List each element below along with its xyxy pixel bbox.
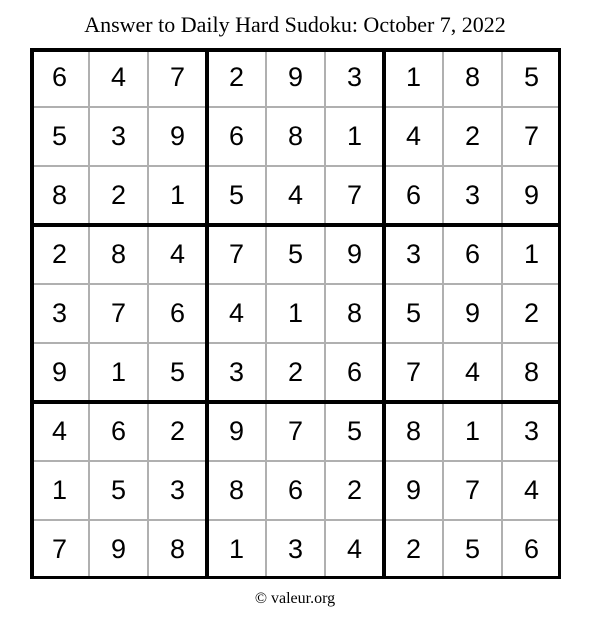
sudoku-cell-r5-c1: 3 bbox=[51, 298, 68, 328]
sudoku-cell-r2-c5: 8 bbox=[287, 121, 304, 151]
sudoku-cell-r3-c1: 8 bbox=[51, 180, 68, 210]
cell-border-line bbox=[501, 48, 503, 579]
sudoku-cell-r4-c4: 7 bbox=[228, 239, 245, 269]
sudoku-cell-r8-c6: 2 bbox=[346, 475, 363, 505]
sudoku-cell-r5-c9: 2 bbox=[523, 298, 540, 328]
sudoku-cell-r5-c5: 1 bbox=[287, 298, 304, 328]
sudoku-cell-r1-c6: 3 bbox=[346, 62, 363, 92]
sudoku-cell-r1-c3: 7 bbox=[169, 62, 186, 92]
sudoku-cell-r7-c1: 4 bbox=[51, 416, 68, 446]
sudoku-cell-r5-c8: 9 bbox=[464, 298, 481, 328]
sudoku-cell-r3-c7: 6 bbox=[405, 180, 422, 210]
sudoku-cell-r8-c7: 9 bbox=[405, 475, 422, 505]
sudoku-cell-r4-c9: 1 bbox=[523, 239, 540, 269]
cell-border-line bbox=[265, 48, 267, 579]
sudoku-cell-r9-c7: 2 bbox=[405, 534, 422, 564]
sudoku-cell-r4-c6: 9 bbox=[346, 239, 363, 269]
sudoku-cell-r2-c1: 5 bbox=[51, 121, 68, 151]
sudoku-cell-r9-c6: 4 bbox=[346, 534, 363, 564]
sudoku-cell-r7-c5: 7 bbox=[287, 416, 304, 446]
box-border-line bbox=[30, 223, 561, 227]
box-border-line bbox=[382, 48, 386, 579]
sudoku-cell-r6-c3: 5 bbox=[169, 357, 186, 387]
sudoku-cell-r4-c8: 6 bbox=[464, 239, 481, 269]
sudoku-cell-r8-c9: 4 bbox=[523, 475, 540, 505]
sudoku-cell-r8-c5: 6 bbox=[287, 475, 304, 505]
box-border-line bbox=[205, 48, 209, 579]
sudoku-cell-r6-c9: 8 bbox=[523, 357, 540, 387]
box-border-line bbox=[30, 48, 561, 52]
sudoku-cell-r7-c3: 2 bbox=[169, 416, 186, 446]
sudoku-cell-r6-c4: 3 bbox=[228, 357, 245, 387]
sudoku-cell-r4-c5: 5 bbox=[287, 239, 304, 269]
sudoku-cell-r2-c6: 1 bbox=[346, 121, 363, 151]
box-border-line bbox=[30, 48, 34, 579]
sudoku-cell-r1-c2: 4 bbox=[110, 62, 127, 92]
sudoku-cell-r5-c4: 4 bbox=[228, 298, 245, 328]
sudoku-cell-r8-c2: 5 bbox=[110, 475, 127, 505]
sudoku-cell-r1-c4: 2 bbox=[228, 62, 245, 92]
sudoku-cell-r2-c7: 4 bbox=[405, 121, 422, 151]
sudoku-cell-r9-c4: 1 bbox=[228, 534, 245, 564]
sudoku-cell-r1-c7: 1 bbox=[405, 62, 422, 92]
cell-border-line bbox=[147, 48, 149, 579]
sudoku-cell-r4-c1: 2 bbox=[51, 239, 68, 269]
sudoku-grid bbox=[30, 48, 561, 579]
sudoku-cell-r5-c2: 7 bbox=[110, 298, 127, 328]
sudoku-cell-r6-c5: 2 bbox=[287, 357, 304, 387]
sudoku-cell-r3-c4: 5 bbox=[228, 180, 245, 210]
sudoku-cell-r9-c5: 3 bbox=[287, 534, 304, 564]
sudoku-cell-r7-c4: 9 bbox=[228, 416, 245, 446]
sudoku-cell-r5-c3: 6 bbox=[169, 298, 186, 328]
sudoku-cell-r4-c7: 3 bbox=[405, 239, 422, 269]
sudoku-cell-r1-c5: 9 bbox=[287, 62, 304, 92]
puzzle-title: Answer to Daily Hard Sudoku: October 7, 2022 bbox=[84, 12, 506, 37]
sudoku-cell-r8-c3: 3 bbox=[169, 475, 186, 505]
sudoku-cell-r3-c9: 9 bbox=[523, 180, 540, 210]
sudoku-cell-r4-c3: 4 bbox=[169, 239, 186, 269]
sudoku-cell-r4-c2: 8 bbox=[110, 239, 127, 269]
sudoku-cell-r8-c1: 1 bbox=[51, 475, 68, 505]
box-border-line bbox=[30, 576, 561, 580]
sudoku-cell-r9-c9: 6 bbox=[523, 534, 540, 564]
sudoku-cell-r1-c1: 6 bbox=[51, 62, 68, 92]
sudoku-cell-r8-c8: 7 bbox=[464, 475, 481, 505]
sudoku-cell-r2-c4: 6 bbox=[228, 121, 245, 151]
sudoku-cell-r9-c8: 5 bbox=[464, 534, 481, 564]
sudoku-cell-r9-c1: 7 bbox=[51, 534, 68, 564]
sudoku-cell-r7-c7: 8 bbox=[405, 416, 422, 446]
sudoku-cell-r7-c8: 1 bbox=[464, 416, 481, 446]
cell-border-line bbox=[30, 106, 561, 108]
sudoku-cell-r8-c4: 8 bbox=[228, 475, 245, 505]
sudoku-cell-r1-c8: 8 bbox=[464, 62, 481, 92]
sudoku-cell-r9-c3: 8 bbox=[169, 534, 186, 564]
sudoku-cell-r6-c8: 4 bbox=[464, 357, 481, 387]
cell-border-line bbox=[30, 283, 561, 285]
cell-border-line bbox=[30, 519, 561, 521]
sudoku-cell-r5-c7: 5 bbox=[405, 298, 422, 328]
cell-border-line bbox=[30, 342, 561, 344]
box-border-line bbox=[558, 48, 562, 579]
sudoku-cell-r7-c9: 3 bbox=[523, 416, 540, 446]
sudoku-cell-r3-c5: 4 bbox=[287, 180, 304, 210]
sudoku-cell-r7-c2: 6 bbox=[110, 416, 127, 446]
sudoku-cell-r9-c2: 9 bbox=[110, 534, 127, 564]
box-border-line bbox=[30, 400, 561, 404]
sudoku-cell-r1-c9: 5 bbox=[523, 62, 540, 92]
sudoku-cell-r2-c9: 7 bbox=[523, 121, 540, 151]
sudoku-cell-r6-c6: 6 bbox=[346, 357, 363, 387]
cell-border-line bbox=[442, 48, 444, 579]
sudoku-cell-r3-c8: 3 bbox=[464, 180, 481, 210]
cell-border-line bbox=[88, 48, 90, 579]
sudoku-cell-r3-c3: 1 bbox=[169, 180, 186, 210]
cell-border-line bbox=[324, 48, 326, 579]
cell-border-line bbox=[30, 165, 561, 167]
sudoku-cell-r3-c6: 7 bbox=[346, 180, 363, 210]
sudoku-cell-r6-c1: 9 bbox=[51, 357, 68, 387]
sudoku-cell-r2-c8: 2 bbox=[464, 121, 481, 151]
cell-border-line bbox=[30, 460, 561, 462]
sudoku-cell-r3-c2: 2 bbox=[110, 180, 127, 210]
sudoku-cell-r2-c2: 3 bbox=[110, 121, 127, 151]
sudoku-cell-r6-c2: 1 bbox=[110, 357, 127, 387]
sudoku-cell-r6-c7: 7 bbox=[405, 357, 422, 387]
sudoku-cell-r7-c6: 5 bbox=[346, 416, 363, 446]
sudoku-cell-r5-c6: 8 bbox=[346, 298, 363, 328]
site-credit: © valeur.org bbox=[254, 590, 336, 607]
sudoku-cell-r2-c3: 9 bbox=[169, 121, 186, 151]
